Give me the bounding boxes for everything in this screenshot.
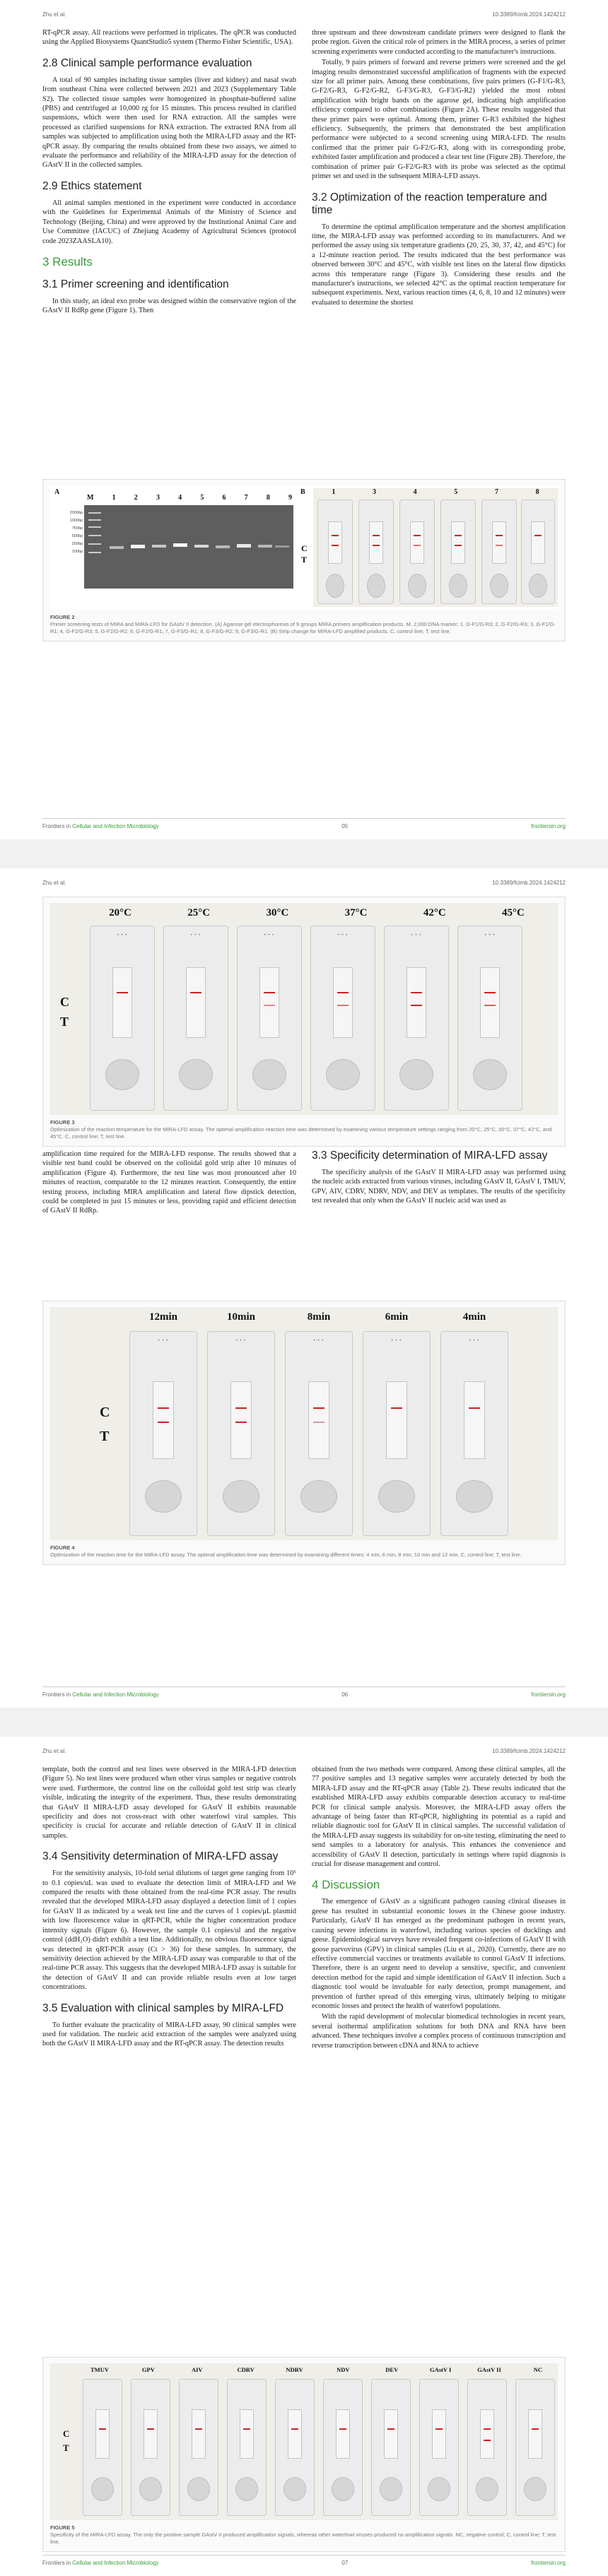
figure-3 — [42, 897, 566, 1147]
paragraph: All animal samples mentioned in the experiment were conducted in accordance with the Guidelines for Experimental Animals of the Ministry of Science and Technology (Beijing, China) and were approved by the Institutional Animal Care and Use Committee (IACUC) of Zhejiang Academy of Agricultural Sciences (protocol code 2023ZAASLA10). — [42, 199, 296, 245]
lane-label: 4 — [178, 494, 182, 502]
caption-title: FIGURE 5 — [50, 2524, 75, 2531]
text-columns — [42, 1765, 566, 2052]
lane-label: 1 — [112, 494, 116, 502]
page-header — [42, 11, 566, 18]
panel-b-label: B — [300, 488, 305, 496]
test-strip: • • • — [440, 1331, 508, 1536]
caption-text: Optimization of the reaction time for the MIRA-LFD assay. The optimal amplification time was determined by examining different times: 4 min, 6 min, 8 min, 10 min and 12 min. C, control line; T, test line. — [50, 1552, 522, 1558]
test-strip — [440, 500, 476, 604]
caption-title: FIGURE 2 — [50, 614, 75, 620]
test-strip — [131, 2379, 170, 2516]
figure-2 — [42, 479, 566, 642]
footer-page-number: 05 — [341, 823, 349, 829]
caption-text: Optimization of the reaction temperature for the MIRA-LFD assay. The optimal amplification reaction time was determined by examining various temperature settings ranging from 20°C, 25°C, 30°C, 37°C, 42°C, and 45°C. C, control line; T, test line. — [50, 1126, 552, 1140]
page-header — [42, 880, 566, 886]
paragraph: amplification time required for the MIRA-LFD response. The results showed that a visible test band could be observed on the colloidal gold strip after 10 minutes of amplification (Figure 4). Furthermore, the test line was most pronounced after 10 minutes of reaction, comparable to the 12 minutes reaction. Consequently, the entire testing process, including MIRA amplification and lateral flow dipstick detection, could be completed in just 15 minutes or less, providing rapid and efficient detection of GAstV II RdRp. — [42, 1150, 296, 1215]
paragraph: To determine the optimal amplification temperature and the shortest amplification time, the MIRA-LFD assay was performed according to its manufacturers. And we performed the assay using six temperature gradients (20, 25, 30, 37, 42, and 45°C) for a 12-minute reaction period. The results indicated that the best performance was observed between 30°C and 45°C, with visible test lines on the lateral flow dipsticks across this temperature range (Figure 3). Considering these results and the manufacturer's instructions, we selected 42°C as the optimal reaction temperature for subsequent experiments. Next, various reaction times (4, 6, 8, 10 and 12 minutes) were evaluated to determine the shortest — [312, 223, 566, 307]
paragraph: template, both the control and test lines were observed in the MIRA-LFD detection (Figure 5). No test lines were produced when other virus samples or negative controls were used. Furthermore, the control line on the colloidal gold test strip was clearly visible, indicating the integrity of the experiment. Thus, these results demonstrating that GAstV II MIRA-LFD assay developed for GAstV II exhibits reasonable specificity and does not cross-react with other waterfowl viral samples. This specificity is crucial for accurate and reliable detection of GAstV II in clinical samples. — [42, 1766, 296, 1840]
test-line-label: T — [63, 2442, 69, 2453]
test-line-label: T — [60, 1015, 69, 1029]
figure-2-caption — [50, 614, 558, 635]
temperature-label: 42°C — [423, 907, 446, 918]
lane-label: 8 — [266, 494, 270, 502]
caption-text: Primer screening tests of MIRA and MIRA-LFD for GAstV II detection. (A) Agarose gel electrophoresis of 9 groups MIRA primers amplification products. M, 2,000 DNA marker; 1, G-F1/G-R3; 2, G-F2/G-R3; 3, G-F1/G-R1; 4, G-F2/G-R3; 5, G-F2/G-R2; 6, G-F2/G-R1; 7, G-F3/G-R1; 8, G-F3/G-R2; 9, G-F3/G-R1. (B) Strip change for MIRA-LFD amplified products. C, control line; T, test line. — [50, 621, 556, 634]
section-heading: 3 Results — [42, 254, 93, 268]
time-label: 8min — [307, 1311, 331, 1323]
header-doi[interactable]: 10.3389/fcimb.2024.1424212 — [492, 11, 566, 18]
footer-url[interactable]: frontiersin.org — [531, 823, 566, 829]
strip-label: 5 — [454, 488, 458, 496]
header-authors: Zhu et al. — [42, 1748, 66, 1754]
figure-2-image — [50, 485, 558, 610]
test-strip — [83, 2379, 122, 2516]
gel-bands — [84, 505, 293, 589]
footer-journal[interactable] — [42, 823, 159, 829]
footer-journal[interactable] — [42, 2560, 159, 2566]
test-line-label: T — [301, 555, 308, 565]
ladder-size: 750bp — [71, 526, 83, 531]
temperature-label: 37°C — [344, 907, 368, 918]
virus-label: NDV — [337, 2366, 350, 2373]
test-strip — [419, 2379, 459, 2516]
test-strip — [481, 500, 517, 604]
test-strip: • • • — [129, 1331, 197, 1536]
paragraph: For the sensitivity analysis, 10-fold serial dilutions of target gene ranging from 10⁶ to 0.1 copies/uL was used to evaluate the detection limit of MIRA-LFD and We compared the results with those obtained from the real-time PCR assay. The results revealed that the developed MIRA-LFD assay displayed a detection limit of 1 copies for GAstV II as indicated by a weak test line and the curves of 1 copies/μL plasmid with low fluorescence value in qRT-PCR, while the higher concentration produce intensity signals (Figure 6). However, the sample 0.1 copies/ul and the negative control (ddH₂O) didn't exhibit a test line. Additionally, no obvious fluorescence signal was detected in qRT-PCR assay (Ct > 36) for these samples. In summary, the sensitivity detection achieved by the MIRA-LFD assay was comparable to that of the real-time PCR assay. This suggests that the developed MIRA-LFD assay is suitable for the detection of GAstV II and can provide reliable results even at low target concentrations. — [42, 1869, 296, 1992]
footer-journal-prefix: Frontiers in — [42, 2560, 71, 2566]
strip-panel-b — [313, 488, 558, 607]
left-column — [42, 1150, 296, 1217]
figure-3-image — [50, 903, 558, 1115]
header-authors: Zhu et al. — [42, 880, 66, 886]
left-column — [42, 1765, 296, 2052]
text-columns — [42, 28, 566, 317]
test-strip — [358, 500, 394, 604]
test-line-label: T — [100, 1429, 110, 1444]
section-heading: 3.2 Optimization of the reaction temperature and time — [312, 191, 547, 216]
time-label: 4min — [462, 1311, 486, 1323]
footer-journal-prefix: Frontiers in — [42, 823, 71, 829]
footer-url[interactable]: frontiersin.org — [531, 1691, 566, 1698]
virus-label: NDRV — [286, 2366, 303, 2373]
panel-a-label: A — [54, 488, 60, 496]
test-strip: • • • — [285, 1331, 353, 1536]
test-strip: • • • — [163, 926, 228, 1111]
ladder-size: 500bp — [71, 534, 83, 538]
virus-label: AIV — [191, 2366, 203, 2373]
section-heading: 2.9 Ethics statement — [42, 179, 142, 192]
caption-text: Specificity of the MIRA-LFD assay. The only the positive sample GAstV II produced amplification signals, whereas other waterfowl viruses produced no amplification signals. NC, negative control; C, control line; T, test line. — [50, 2531, 556, 2545]
header-doi[interactable]: 10.3389/fcimb.2024.1424212 — [492, 880, 566, 886]
page-07 — [0, 1737, 608, 2576]
test-strip — [275, 2379, 315, 2516]
control-line-label: C — [100, 1405, 110, 1420]
page-header — [42, 1748, 566, 1754]
section-heading: 3.5 Evaluation with clinical samples by MIRA-LFD — [42, 2002, 284, 2014]
paragraph: three upstream and three downstream candidate primers were designed to flank the probe region. Given the critical role of primers in the MIRA process, a series of primer screening experiments were conducted according to the manufacturer's instructions. — [312, 29, 566, 56]
section-heading: 2.8 Clinical sample performance evaluation — [42, 57, 252, 69]
figure-4-image — [50, 1307, 558, 1540]
text-columns — [42, 1150, 566, 1217]
lane-label: 9 — [288, 494, 292, 502]
virus-label: GAstV I — [429, 2366, 452, 2373]
right-column — [312, 1765, 566, 2052]
figure-4 — [42, 1301, 566, 1565]
caption-title: FIGURE 4 — [50, 1544, 75, 1551]
test-strip: • • • — [310, 926, 375, 1111]
ladder-size: 2000bp — [69, 511, 83, 515]
control-line-label: C — [63, 2428, 70, 2439]
figure-5-caption — [50, 2524, 558, 2546]
lane-label: M — [87, 494, 94, 502]
time-labels — [128, 1311, 510, 1323]
test-strip — [227, 2379, 267, 2516]
paragraph: With the rapid development of molecular biomedical technologies in recent years, several isothermal amplification solutions for both DNA and RNA have been advanced. These techniques involve a complex process of continuous transcription and reverse transcription between cDNA and RNA to achieve — [312, 2013, 566, 2050]
virus-label: NC — [533, 2366, 543, 2373]
page-footer — [42, 1686, 566, 1698]
left-column — [42, 28, 296, 317]
paragraph: The emergence of GAstV as a significant pathogen causing clinical diseases in geese has resulted in substantial economic losses in the Chinese goose industry. Particularly, GAstV II has emerged as the predominant pathogen in recent years, causing severe infections in waterfowl, including various species of ducklings and geese. Epidemiological surveys have revealed frequent co-infections of GAstV II with goose parvovirus (GPV) in clinical samples (Liu et al., 2020). Currently, there are no effective commercial vaccines or treatments available to control GAstV II infections. Therefore, there is an urgent need to develop a sensitive, specific, and convenient detection method for the rapid and simple identification of GAstV II infection. Such a diagnostic tool would be invaluable for early detection, prompt management, and prevention of further spread of this emerging virus, ultimately helping to mitigate economic losses and protect the health of waterfowl populations. — [312, 1898, 566, 2010]
test-strip: • • • — [384, 926, 449, 1111]
time-label: 6min — [385, 1311, 409, 1323]
figure-5-image — [50, 2363, 558, 2520]
right-column — [312, 1150, 566, 1217]
test-strip — [317, 500, 353, 604]
virus-label: DEV — [385, 2366, 399, 2373]
temperature-label: 20°C — [109, 907, 131, 918]
agarose-gel-image — [84, 505, 293, 589]
footer-journal-name: Cellular and Infection Microbiology — [72, 823, 159, 829]
lane-label: 6 — [222, 494, 226, 502]
lane-label: 3 — [156, 494, 160, 502]
virus-label: GPV — [141, 2366, 155, 2373]
test-strip — [521, 500, 555, 604]
page-gap — [0, 1708, 608, 1737]
footer-journal[interactable] — [42, 1691, 159, 1698]
strip-label: 1 — [332, 488, 336, 496]
control-line-label: C — [301, 543, 308, 553]
page-gap — [0, 839, 608, 868]
temperature-labels — [86, 907, 548, 919]
test-strip: • • • — [207, 1331, 275, 1536]
test-strip — [399, 500, 435, 604]
temperature-label: 45°C — [502, 907, 525, 918]
test-strip: • • • — [363, 1331, 431, 1536]
section-heading: 3.3 Specificity determination of MIRA-LFD assay — [312, 1150, 548, 1162]
strip-label: 3 — [372, 488, 376, 496]
caption-title: FIGURE 3 — [50, 1119, 75, 1125]
time-label: 10min — [226, 1311, 255, 1323]
temperature-label: 30°C — [266, 907, 289, 918]
temperature-label: 25°C — [187, 907, 211, 918]
section-heading: 3.1 Primer screening and identification — [42, 278, 229, 290]
paragraph: In this study, an ideal exo probe was designed within the conservative region of the GAstV II RdRp gene (Figure 1). Then — [42, 297, 296, 315]
test-strip — [371, 2379, 411, 2516]
gel-lane-labels — [87, 494, 292, 502]
test-strip: • • • — [457, 926, 522, 1111]
ladder-size: 250bp — [71, 542, 83, 546]
test-strip: • • • — [237, 926, 302, 1111]
footer-page-number: 06 — [341, 1691, 349, 1698]
footer-journal-name: Cellular and Infection Microbiology — [72, 2560, 159, 2566]
test-strip — [179, 2379, 218, 2516]
footer-url[interactable]: frontiersin.org — [531, 2560, 566, 2566]
page-footer — [42, 2555, 566, 2566]
footer-journal-name: Cellular and Infection Microbiology — [72, 1691, 159, 1698]
strip-label: 8 — [535, 488, 539, 496]
paragraph: RT-qPCR assay. All reactions were performed in triplicates. The qPCR was conducted using the Applied Biosystems QuantStudio5 system (Thermo Fisher Scientific, USA). — [42, 29, 296, 47]
lane-label: 2 — [134, 494, 138, 502]
control-line-label: C — [60, 995, 69, 1009]
footer-page-number: 07 — [341, 2560, 349, 2566]
virus-labels — [78, 2366, 558, 2373]
right-column — [312, 28, 566, 317]
section-heading: 4 Discussion — [312, 1878, 380, 1892]
figure-4-caption — [50, 1544, 558, 1559]
ladder-labels — [53, 509, 83, 556]
virus-label: TMUV — [90, 2366, 109, 2373]
paragraph: A total of 90 samples including tissue samples (liver and kidney) and nasal swab from southeast China were collected between 2021 and 2023 (Supplementary Table S2). The collected tissue samples were homogenized in phosphate-buffered saline (PBS) and centrifuged at 10,000 rg for 15 minutes. This process resulted in clarified suspensions, which were then used for RNA extraction. All the samples were processed as clarified suspensions for RNA extraction. The extracted RNA from all samples was subjected to amplification using both the MIRA-LFD assay and the RT-qPCR assay. By comparing the results obtained from these two assays, we aimed to evaluate the performance and reliability of the MIRA-LFD assay for the detection of GAstV II in the collected samples. — [42, 76, 296, 170]
header-doi[interactable]: 10.3389/fcimb.2024.1424212 — [492, 1748, 566, 1754]
header-authors: Zhu et al. — [42, 11, 66, 18]
ladder-size: 1000bp — [69, 519, 83, 523]
lane-label: 5 — [200, 494, 204, 502]
paragraph: The specificity analysis of the GAstV II MIRA-LFD assay was performed using the nucleic acids extracted from various viruses, including GAstV II, GAstV I, TMUV, GPV, AIV, CDRV, NDRV, NDV, and DEV as templates. The results of the specificity test revealed that only when the GAstV II nucleic acid was used as — [312, 1169, 566, 1205]
footer-journal-prefix: Frontiers in — [42, 1691, 71, 1698]
section-heading: 3.4 Sensitivity determination of MIRA-LFD assay — [42, 1850, 279, 1863]
test-strip: • • • — [90, 926, 155, 1111]
test-strip — [467, 2379, 507, 2516]
test-strip — [323, 2379, 363, 2516]
paragraph: To further evaluate the practicality of MIRA-LFD assay, 90 clinical samples were used for validation. The nucleic acid extraction of the samples were analyzed using both the GAstV II MIRA-LFD assay and the RT-qPCR assay. The detection results — [42, 2021, 296, 2048]
strip-labels — [313, 488, 558, 496]
paragraph: Totally, 9 pairs primers of forward and reverse primers were screened and the gel imaging results demonstrated successful amplification of fragments with the expected size for all primer pairs. Among these combinations, five pairs primers (G-F1/G-R3, G-F2/G-R3, G-F2/G-R2, G-F3/G-R3, G-F3/G-R2) yielded the most robust amplification with bright bands on the agarose gel, indicating high amplification efficiency compared to other combinations (Figure 2A). These results suggested that these primer pairs were optimal. Among them, primer G-R3 exhibited the highest efficiency. Subsequently, the primers that demonstrated the best amplification performance were subjected to a second screening using MIRA-LFD. The results confirmed that the primer pair G-F2/G-R3, along with its corresponding probe, exhibited faster amplification and produced a clear test line (Figure 2B). Therefore, the combination of primer pair G-F2/G-R3 with its probe was selected as the optimal primer set and used in the subsequent MIRA-LFD assays. — [312, 59, 566, 181]
page-footer — [42, 818, 566, 829]
strip-label: 7 — [494, 488, 498, 496]
time-label: 12min — [148, 1311, 177, 1323]
page-06 — [0, 868, 608, 1708]
virus-label: CDRV — [237, 2366, 255, 2373]
figure-3-caption — [50, 1119, 558, 1140]
lane-label: 7 — [244, 494, 248, 502]
virus-label: GAstV II — [477, 2366, 501, 2373]
test-strip — [515, 2379, 555, 2516]
page-05 — [0, 0, 608, 839]
paragraph: obtained from the two methods were compared. Among these clinical samples, all the 77 positive samples and 13 negative samples were accurately detected by both the MIRA-LFD assay and the RT-qPCR assay (Table 2). These results indicated that the established MIRA-LFD assay exhibits comparable detection accuracy to real-time PCR for clinical sample analysis. Moreover, the MIRA-LFD assay offers the advantage of being faster than RT-qPCR, highlighting its potential as a rapid and reliable diagnostic tool for GAstV II in clinical samples. The successful validation of the MIRA-LFD assay suggests its suitability for on-site testing, eliminating the need to send samples to a laboratory for analysis. This enhances the convenience and accessibility of GAstV II detection, particularly in settings where rapid diagnosis is crucial for disease management and control. — [312, 1766, 566, 1869]
figure-5 — [42, 2357, 566, 2552]
strip-label: 4 — [413, 488, 417, 496]
ladder-size: 100bp — [71, 550, 83, 554]
